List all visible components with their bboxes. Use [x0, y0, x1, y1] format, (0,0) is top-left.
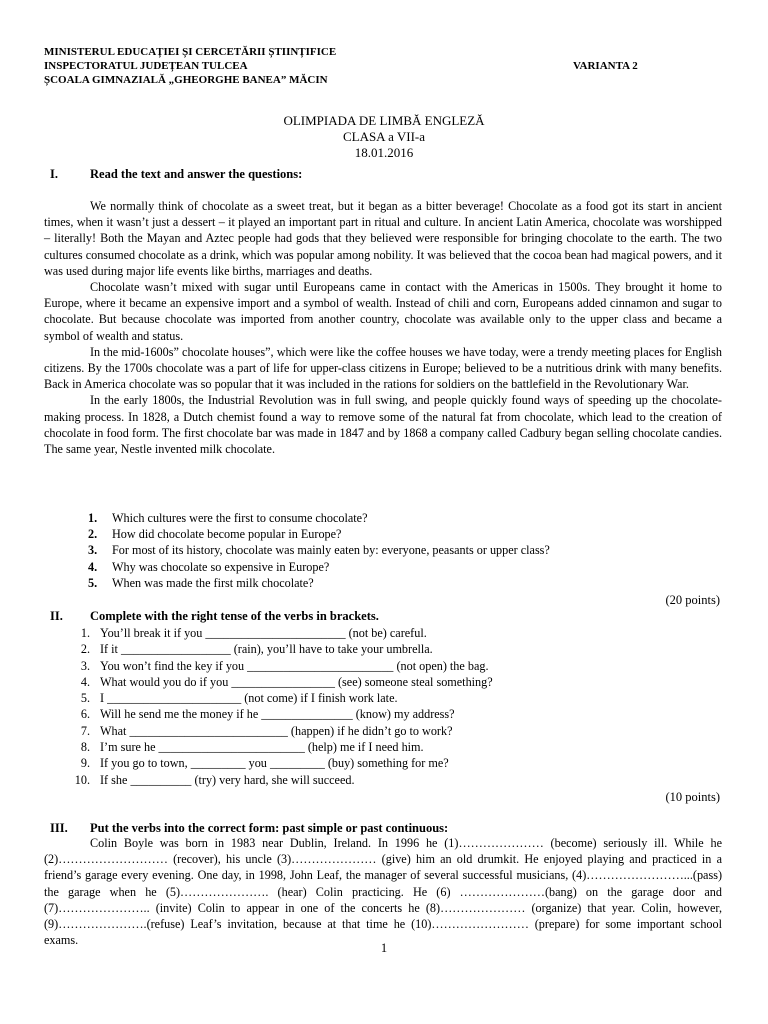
- exercise-item: 3. You won’t find the key if you ________________________ (not open) the bag.: [80, 658, 489, 673]
- section-3-number: III.: [50, 821, 68, 835]
- reading-paragraph: In the early 1800s, the Industrial Revolution was in full swing, and people quickly found ways of speeding up the chocolate-making process. In 1828, a Dutch chemist found a way to remove some of the natural fat from chocolate, which lead to the creation of chocolate in food form. The first chocolate bar was made in 1847 and by 1868 a company called Cadbury began selling chocolate candies. The same year, Nestle invented milk chocolate.: [44, 393, 722, 457]
- section-2-title: Complete with the right tense of the verbs in brackets.: [90, 609, 379, 623]
- section-1-number: I.: [50, 167, 58, 181]
- variant-label: VARIANTA 2: [573, 60, 638, 72]
- section-2-number: II.: [50, 609, 63, 623]
- page-number: 1: [380, 941, 388, 955]
- class-title: CLASA a VII-a: [342, 129, 426, 144]
- ministry-line: MINISTERUL EDUCAȚIEI ȘI CERCETĂRII ȘTIINȚIFICE: [44, 46, 337, 58]
- section-1-title: Read the text and answer the questions:: [90, 167, 303, 181]
- exercise-item: 7. What __________________________ (happen) if he didn’t go to work?: [80, 723, 453, 738]
- section-1-points: (20 points): [665, 593, 720, 607]
- exercise-item: 9. If you go to town, _________ you _________ (buy) something for me?: [80, 756, 449, 771]
- school-line: ȘCOALA GIMNAZIALĂ „GHEORGHE BANEA” MĂCIN: [44, 74, 328, 86]
- question-item: 5. When was made the first milk chocolate?: [88, 575, 314, 590]
- section-3-heading: [50, 820, 448, 836]
- cloze-text: [44, 835, 722, 948]
- reading-paragraph: Chocolate wasn’t mixed with sugar until Europeans came in contact with the Americas in 1500s. They brought it home to Europe, where it became an expensive import and a symbol of wealth. Instead of chili and corn, Europeans added cinnamon and sugar to chocolate. But because chocolate was imported from another country, chocolate was available only to the upper class and became a symbol of wealth and status.: [44, 280, 722, 343]
- question-item: 1. Which cultures were the first to consume chocolate?: [88, 511, 368, 525]
- section-2-heading: [50, 608, 379, 624]
- exercise-item: 1. You’ll break it if you _______________________ (not be) careful.: [80, 626, 427, 640]
- exercise-item: 6. Will he send me the money if he _______________ (know) my address?: [80, 707, 455, 722]
- cloze-paragraph: Colin Boyle was born in 1983 near Dublin, Ireland. In 1996 he (1)………………… (become) seriously ill. While he (2)……………………… (recover), his uncle (3)………………… (give) him an old drumkit. He enjoyed playing and practiced in a friend’s garage every evening. One day, in 1998, John Leaf, the manager of several successful musicians, (4)……………………...(pass) the garage when he (5)…………………. (hear) Colin practicing. He (6) …………………(bang) on the garage door and (7)………………….. (invite) Colin to appear in one of the concerts he (8)………………… (organize) that year. Colin, however, (9)………………….(refuse) Leaf’s invitation, because at that time he (10)…………………… (prepare) for some important school exams.: [44, 836, 722, 948]
- exercise-item: 10. If she __________ (try) very hard, she will succeed.: [74, 772, 355, 787]
- exam-title: [0, 113, 768, 161]
- question-item: 4. Why was chocolate so expensive in Europe?: [88, 559, 330, 574]
- institution-header: [44, 45, 336, 87]
- olympiad-title: OLIMPIADA DE LIMBĂ ENGLEZĂ: [283, 113, 485, 128]
- question-item: 3. For most of its history, chocolate was mainly eaten by: everyone, peasants or upper class?: [88, 543, 550, 558]
- reading-paragraph: In the mid-1600s” chocolate houses”, which were like the coffee houses we have today, were a trendy meeting places for English citizens. By the 1700s chocolate was a part of life for upper-class citizens in Europe; believed to be a nutritious drink with many benefits. Back in America chocolate was so popular that it was included in the rations for soldiers on the battlefield in the Revolutionary War.: [44, 344, 722, 392]
- section-3-title: Put the verbs into the correct form: past simple or past continuous:: [90, 821, 449, 835]
- questions-list: [88, 510, 550, 591]
- question-item: 2. How did chocolate become popular in Europe?: [88, 527, 342, 542]
- exercise-item: 4. What would you do if you _________________ (see) someone steal something?: [80, 674, 493, 689]
- exam-date: 18.01.2016: [354, 145, 414, 160]
- exercise-item: 5. I ______________________ (not come) if I finish work late.: [80, 691, 398, 706]
- exercise-item: 2. If it __________________ (rain), you’ll have to take your umbrella.: [80, 642, 433, 657]
- section-1-heading: [50, 166, 302, 182]
- inspectorate-line: INSPECTORATUL JUDEȚEAN TULCEA: [44, 60, 248, 72]
- verb-exercise-list: [66, 625, 493, 788]
- reading-text: [44, 198, 722, 457]
- exercise-item: 8. I’m sure he ________________________ (help) me if I need him.: [80, 740, 424, 755]
- section-2-points: (10 points): [665, 790, 720, 804]
- reading-paragraph: We normally think of chocolate as a sweet treat, but it began as a bitter beverage! Chocolate as a food got its start in ancient times, when it wasn’t just a dessert – it played an important part in ritual and culture. In ancient Latin America, chocolate was worshipped – literally! Both the Mayan and Aztec people had gods that they believed were responsible for bringing chocolate to the earth. The two cultures consumed chocolate as a drink, which was popular among nobility. It was believed that the cocoa bean had magical powers, and it was used during major life events like births, marriages and deaths.: [44, 199, 722, 278]
